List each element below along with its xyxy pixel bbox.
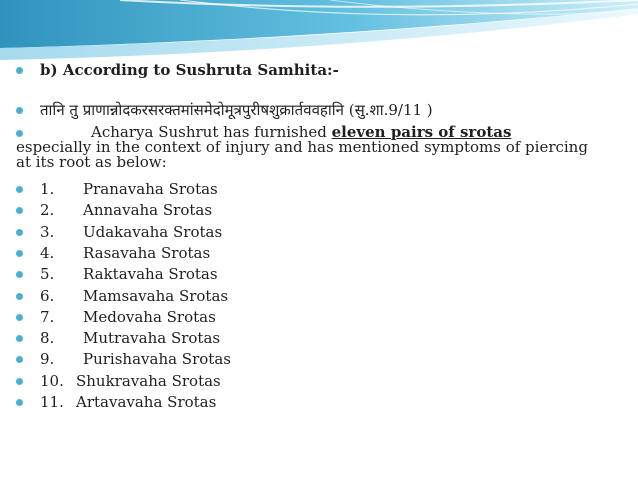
bullet-icon: [16, 107, 23, 114]
bullet-icon: [16, 67, 23, 74]
heading-text: b) According to Sushruta Samhita:-: [40, 61, 339, 79]
list-item-name: Udakavaha Srotas: [83, 222, 223, 241]
list-item-text: [40, 266, 218, 282]
list-item-name: Mutravaha Srotas: [83, 329, 221, 348]
list-item-number: 5.: [40, 265, 55, 284]
bullet-icon: [16, 378, 23, 385]
list-item-name: Mamsavaha Srotas: [83, 286, 229, 305]
bullet-icon: [16, 399, 23, 406]
list-item-text: [40, 245, 210, 261]
list-item-name: Raktavaha Srotas: [83, 265, 218, 284]
list-item-number: 11.: [40, 393, 64, 411]
list-item-number: 6.: [40, 286, 55, 305]
paragraph-text: Acharya Sushrut has furnished eleven pairs of srotas especially in the context of injury and has mentioned symptoms of piercing at its root as below:: [16, 123, 588, 171]
list-item-text: [40, 330, 220, 346]
list-item-name: Annavaha Srotas: [83, 201, 213, 220]
list-item-number: 8.: [40, 329, 55, 348]
list-item-name: Artavavaha Srotas: [76, 393, 217, 411]
list-item-name: Pranavaha Srotas: [83, 180, 218, 198]
bullet-icon: [16, 271, 23, 278]
bullet-icon: [16, 207, 23, 214]
bullet-icon: [16, 250, 23, 257]
bullet-icon: [16, 186, 23, 193]
sanskrit-verse: तानि तु प्राणान्नोदकरसरक्तमांसमेदोमूत्रपुरीषशुक्रार्तववहानि (सु.शा.9/11 ): [40, 101, 433, 119]
list-item-name: Rasavaha Srotas: [83, 243, 211, 262]
list-item-text: [40, 288, 228, 304]
list-item-name: Shukravaha Srotas: [76, 371, 221, 390]
list-item-number: 7.: [40, 307, 55, 326]
list-item-text: [40, 224, 222, 240]
list-item-text: [40, 373, 221, 389]
bullet-icon: [16, 335, 23, 342]
list-item-number: 4.: [40, 243, 55, 262]
list-item-number: 3.: [40, 222, 55, 241]
list-item-name: Medovaha Srotas: [83, 307, 216, 326]
bullet-icon: [16, 229, 23, 236]
list-item-text: [40, 202, 212, 218]
list-item-number: 2.: [40, 201, 55, 220]
list-item-number: 1.: [40, 180, 55, 198]
list-item-number: 10.: [40, 371, 64, 390]
underlined-phrase: eleven pairs of srotas: [331, 123, 512, 141]
list-item-number: 9.: [40, 350, 55, 369]
header-banner-decoration: [0, 0, 638, 70]
bullet-icon: [16, 356, 23, 363]
list-item-text: [40, 394, 216, 410]
list-item-text: [40, 181, 218, 197]
list-item-text: [40, 309, 216, 325]
bullet-icon: [16, 293, 23, 300]
list-item-text: [40, 351, 231, 367]
list-item-name: Purishavaha Srotas: [83, 350, 231, 369]
bullet-icon: [16, 314, 23, 321]
